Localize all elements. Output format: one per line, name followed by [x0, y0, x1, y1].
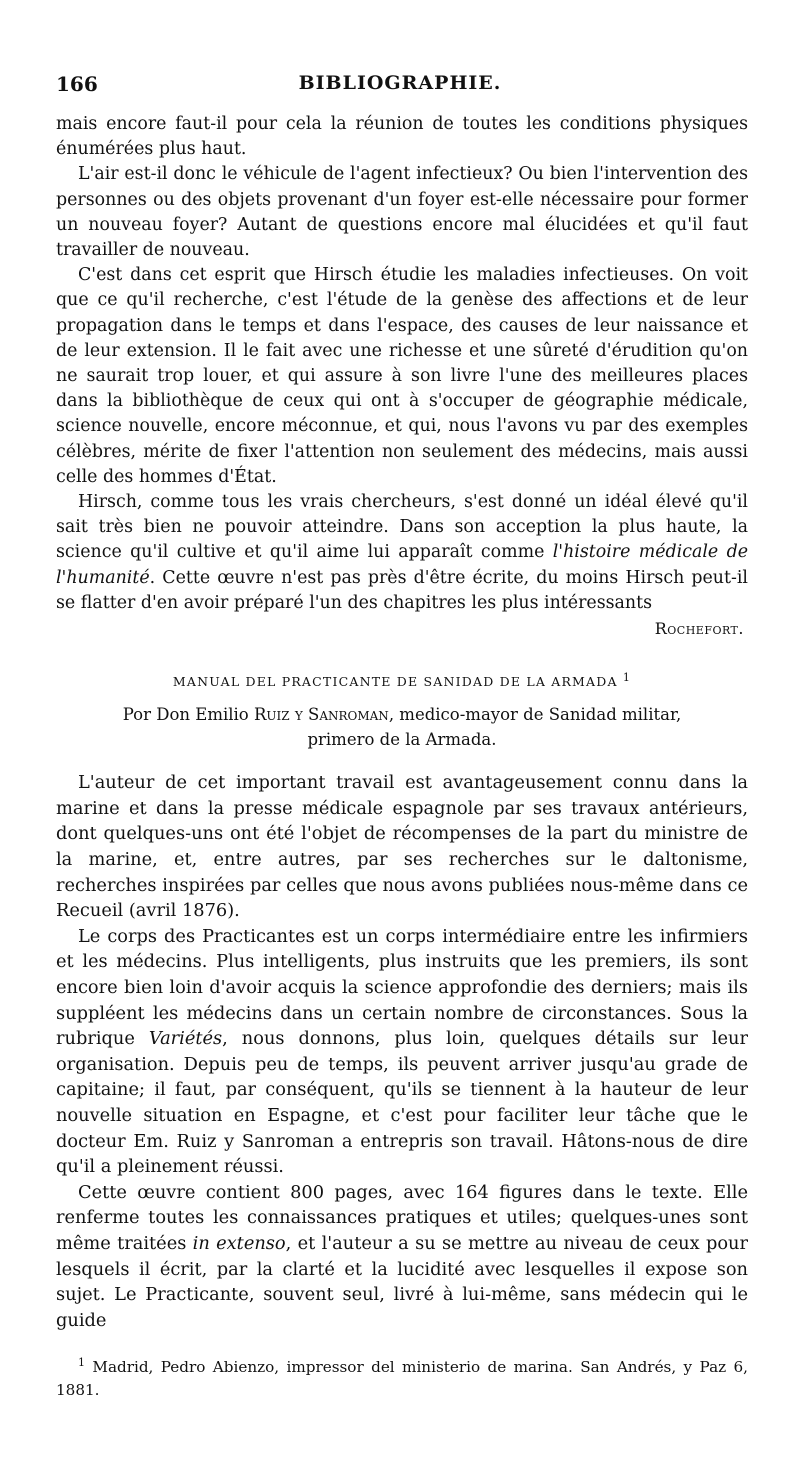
- paragraph-text: Hirsch, comme tous les vrais chercheurs, s'est donné un idéal élevé qu'il sait très bien ne pouvoir atteindre. Dans son acception la plus haute, la science qu'il cultive et qu'il aime lui apparaît comme: [56, 492, 748, 563]
- paragraph: C'est dans cet esprit que Hirsch étudie les maladies infectieuses. On voit que ce qu'il recherche, c'est l'étude de la genèse des affections et de leur propagation dans le temps et dans l'espace, des causes de leur naissance et de leur extension. Il le fait avec une richesse et une sûreté d'érudition qu'on ne saurait trop louer, et qui assure à son livre l'une des meilleures places dans la bibliothèque de ceux qui ont à s'occuper de géographie médicale, science nouvelle, encore méconnue, et qui, nous l'avons vu par des exemples célèbres, mérite de fixer l'attention non seulement des médecins, mais aussi celle des hommes d'État.: [56, 265, 748, 487]
- paragraph-text: , nous donnons, plus loin, quelques détails sur leur organisation. Depuis peu de temps, ils peuvent arriver jusqu'au grade de capitaine; il faut, par conséquent, qu'ils se tiennent à la hauteur de leur nouvelle situation en Espagne, et c'est pour faciliter leur tâche que le docteur Em. Ruiz y Sanroman a entrepris son travail. Hâtons-nous de dire qu'il a pleinement réussi.: [56, 1028, 749, 1178]
- italic-phrase: Variétés: [148, 1028, 223, 1050]
- paragraph-text: Cette œuvre contient 800 pages, avec 164 figures dans le texte. Elle renferme toutes les connaissances pratiques et utiles; quelques-unes sont même traitées: [56, 1181, 748, 1254]
- paragraph: [56, 490, 748, 616]
- running-title: BIBLIOGRAPHIE.: [298, 72, 502, 94]
- footnote-text: Madrid, Pedro Abienzo, impressor del ministerio de marina. San Andrés, y Paz 6, 1881.: [56, 1358, 749, 1400]
- review-section: [56, 668, 748, 1333]
- italic-phrase: l'histoire médicale de l'humanité: [56, 542, 748, 588]
- italic-phrase: in extenso: [192, 1232, 286, 1254]
- paragraph: mais encore faut-il pour cela la réunion de toutes les conditions physiques énumérées plus haut.: [56, 114, 748, 160]
- byline-suffix: , medico-mayor de Sanidad militar,: [388, 705, 682, 725]
- footnote-mark: 1: [622, 671, 632, 685]
- paragraph: L'air est-il donc le véhicule de l'agent infectieux? Ou bien l'intervention des personnes ou des objets provenant d'un foyer est-elle nécessaire pour former un nouveau foyer? Autant de questions encore mal élucidées et qu'il faut travailler de nouveau.: [56, 164, 748, 261]
- footnote: [56, 1351, 748, 1402]
- byline-author: Ruiz y Sanroman: [253, 705, 389, 725]
- paragraph: [56, 1180, 748, 1334]
- paragraph: L'auteur de cet important travail est avantageusement connu dans la marine et dans la presse médicale espagnole par ses travaux antérieurs, dont quelques-uns ont été l'objet de récompenses de la part du ministre de la marine, et, entre autres, par ses recherches sur le daltonisme, recherches inspirées par celles que nous avons publiées nous-même dans ce Recueil (avril 1876).: [56, 772, 748, 922]
- paragraph-text: Le corps des Practicantes est un corps intermédiaire entre les infirmiers et les médecins. Plus intelligents, plus instruits que les premiers, ils sont encore bien loin d'avoir acquis la science approfondie des derniers; mais ils suppléent les médecins dans un certain nombre de circonstances. Sous la rubrique: [56, 925, 748, 1050]
- previous-review-text: [56, 112, 748, 642]
- paragraph-text: , et l'auteur a su se mettre au niveau de ceux pour lesquels il écrit, par la clarté et la lucidité avec lesquelles il expose son sujet. Le Practicante, souvent seul, livré à lui-même, sans médecin qui le guide: [56, 1232, 748, 1331]
- author-signature: Rochefort.: [654, 619, 744, 639]
- byline-line2: primero de la Armada.: [307, 730, 497, 750]
- paragraph-text: . Cette œuvre n'est pas près d'être écrite, du moins Hirsch peut-il se flatter d'en avoir préparé l'un des chapitres les plus intéressants: [56, 567, 748, 613]
- footnote-mark: 1: [78, 1356, 85, 1370]
- review-byline: [56, 702, 748, 752]
- review-title-text: MANUAL DEL PRACTICANTE DE SANIDAD DE LA ARMADA: [172, 674, 618, 690]
- page-number: 166: [56, 72, 98, 96]
- review-title: [56, 668, 748, 692]
- byline-prefix: Por Don Emilio: [122, 705, 254, 725]
- paragraph: [56, 924, 748, 1180]
